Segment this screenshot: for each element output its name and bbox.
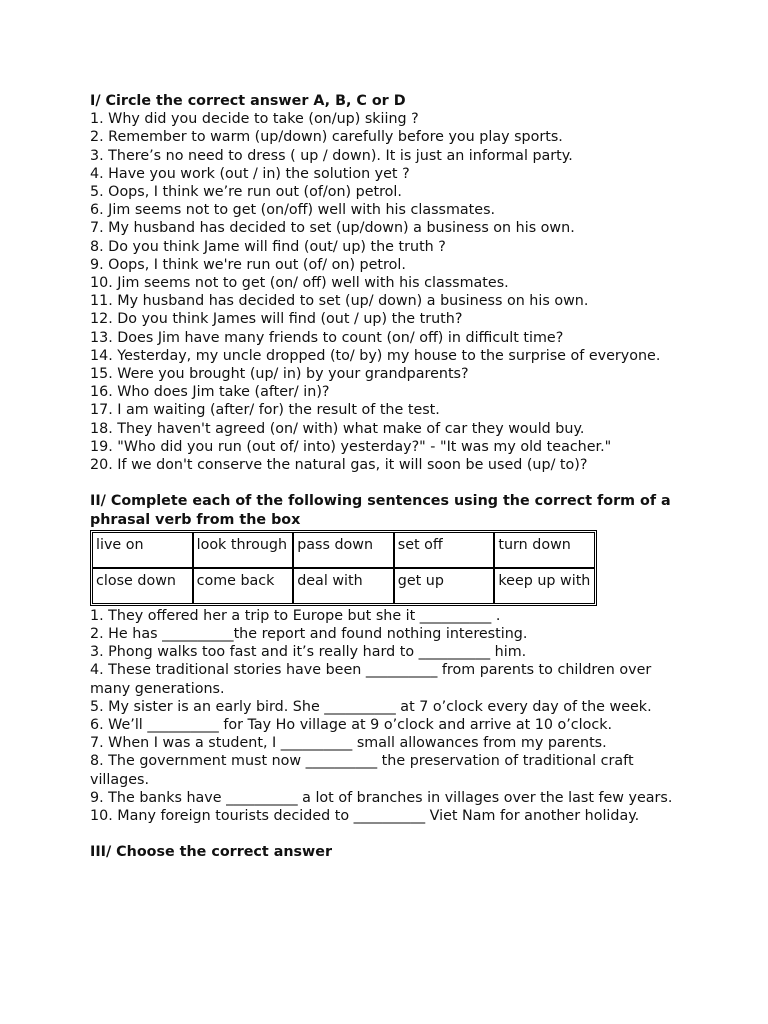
list-item: 6. Jim seems not to get (on/off) well with his classmates.	[90, 202, 496, 219]
table-cell: get up	[394, 568, 495, 604]
list-item: 5. Oops, I think we’re run out (of/on) petrol.	[90, 184, 402, 201]
list-item: 9. The banks have __________ a lot of branches in villages over the last few years.	[90, 789, 673, 806]
section-2-heading: II/ Complete each of the following sentences using the correct form of a phrasal verb from the box	[90, 493, 671, 528]
list-item: 2. He has __________the report and found nothing interesting.	[90, 626, 528, 643]
table-cell: deal with	[293, 568, 394, 604]
list-item: 7. My husband has decided to set (up/down) a business on his own.	[90, 220, 575, 237]
table-cell: keep up with	[494, 568, 595, 604]
list-item: 12. Do you think James will find (out / up) the truth?	[90, 311, 463, 328]
section-1-heading: I/ Circle the correct answer A, B, C or D	[90, 93, 406, 109]
list-item: 5. My sister is an early bird. She __________ at 7 o’clock every day of the week.	[90, 698, 652, 715]
table-row	[92, 568, 595, 604]
table-cell: look through	[193, 532, 294, 568]
phrasal-verb-box	[90, 530, 597, 606]
list-item: 8. The government must now __________ the preservation of traditional craft villages.	[90, 753, 634, 788]
list-item: 4. Have you work (out / in) the solution yet ?	[90, 165, 410, 182]
list-item: 8. Do you think Jame will find (out/ up) the truth ?	[90, 238, 446, 255]
table-cell: close down	[92, 568, 193, 604]
list-item: 1. They offered her a trip to Europe but she it __________ .	[90, 607, 501, 624]
list-item: 16. Who does Jim take (after/ in)?	[90, 384, 330, 401]
list-item: 2. Remember to warm (up/down) carefully before you play sports.	[90, 129, 563, 146]
list-item: 19. "Who did you run (out of/ into) yesterday?" - "It was my old teacher."	[90, 438, 612, 455]
spacer	[90, 474, 690, 492]
table-cell: turn down	[494, 532, 595, 568]
section-1-list	[90, 110, 690, 474]
list-item: 9. Oops, I think we're run out (of/ on) petrol.	[90, 256, 406, 273]
list-item: 20. If we don't conserve the natural gas, it will soon be used (up/ to)?	[90, 457, 588, 474]
list-item: 10. Many foreign tourists decided to __________ Viet Nam for another holiday.	[90, 808, 640, 825]
list-item: 18. They haven't agreed (on/ with) what make of car they would buy.	[90, 420, 585, 437]
list-item: 13. Does Jim have many friends to count (on/ off) in difficult time?	[90, 329, 564, 346]
list-item: 1. Why did you decide to take (on/up) skiing ?	[90, 111, 419, 128]
list-item: 7. When I was a student, I __________ small allowances from my parents.	[90, 735, 607, 752]
section-3-heading: III/ Choose the correct answer	[90, 844, 333, 861]
table-cell: come back	[193, 568, 294, 604]
list-item: 17. I am waiting (after/ for) the result of the test.	[90, 402, 440, 419]
table-cell: set off	[394, 532, 495, 568]
list-item: 10. Jim seems not to get (on/ off) well with his classmates.	[90, 275, 509, 292]
list-item: 3. Phong walks too fast and it’s really hard to __________ him.	[90, 644, 527, 661]
list-item: 11. My husband has decided to set (up/ down) a business on his own.	[90, 293, 589, 310]
table-cell: live on	[92, 532, 193, 568]
table-row	[92, 532, 595, 568]
list-item: 4. These traditional stories have been __________ from parents to children over many generations.	[90, 662, 652, 697]
section-2-list	[90, 607, 690, 825]
list-item: 6. We’ll __________ for Tay Ho village at 9 o’clock and arrive at 10 o’clock.	[90, 717, 613, 734]
list-item: 15. Were you brought (up/ in) by your grandparents?	[90, 366, 469, 383]
spacer	[90, 825, 690, 843]
table-cell: pass down	[293, 532, 394, 568]
list-item: 14. Yesterday, my uncle dropped (to/ by) my house to the surprise of everyone.	[90, 347, 661, 364]
list-item: 3. There’s no need to dress ( up / down). It is just an informal party.	[90, 147, 573, 164]
phrasal-verb-table	[92, 532, 595, 604]
document-page	[90, 92, 690, 862]
